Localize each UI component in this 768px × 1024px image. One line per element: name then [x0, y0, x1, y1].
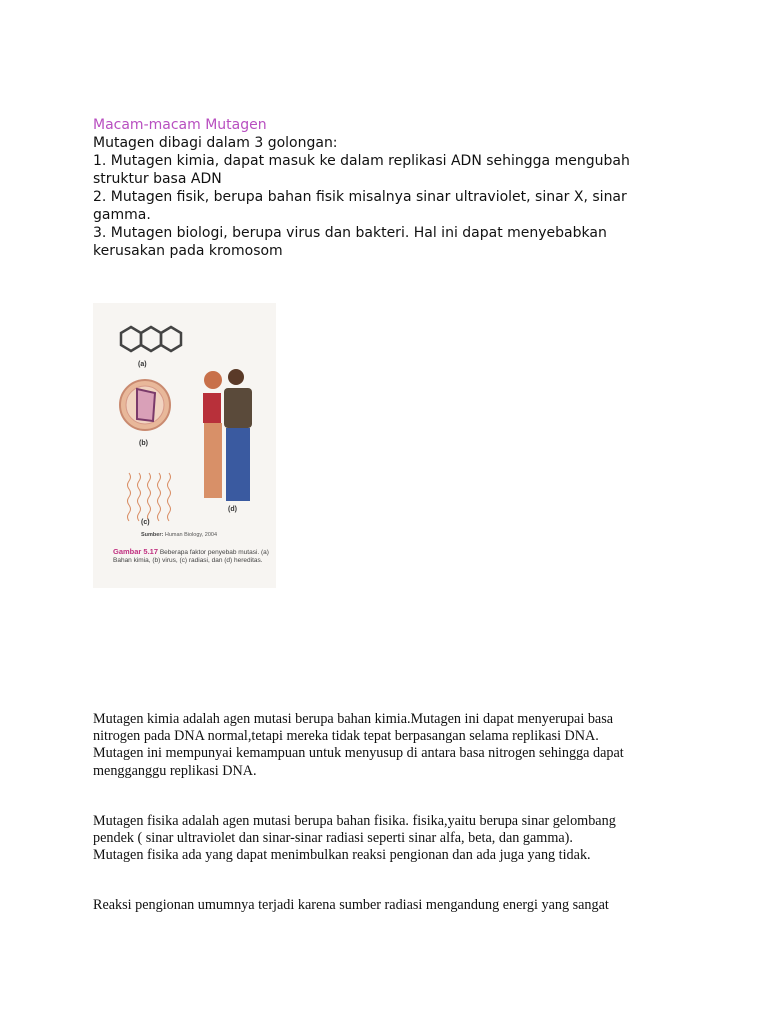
figure-source: Sumber: Human Biology, 2004	[141, 532, 218, 538]
figure-illustration	[93, 303, 276, 588]
section-title: Macam-macam Mutagen	[93, 117, 267, 133]
text-line: Reaksi pengionan umumnya terjadi karena sumber radiasi mengandung energi yang sangat	[93, 897, 609, 913]
text-line: kerusakan pada kromosom	[93, 243, 283, 259]
text-line: Mutagen fisika ada yang dapat menimbulkan reaksi pengionan dan ada juga yang tidak.	[93, 847, 591, 863]
text-line: 2. Mutagen fisik, berupa bahan fisik misalnya sinar ultraviolet, sinar X, sinar	[93, 189, 627, 205]
figure-label-a: (a)	[138, 361, 147, 368]
figure-label-c: (c)	[141, 519, 150, 526]
radiation-waves	[128, 473, 171, 521]
text-line: struktur basa ADN	[93, 171, 222, 187]
virus	[120, 380, 170, 430]
chemical-molecule	[121, 327, 181, 351]
text-line: nitrogen pada DNA normal,tetapi mereka tidak tepat berpasangan selama replikasi DNA.	[93, 728, 599, 744]
figure-caption: Gambar 5.17 Beberapa faktor penyebab mutasi. (a) Bahan kimia, (b) virus, (c) radiasi, dan (d) hereditas.	[113, 547, 269, 564]
text-line: mengganggu replikasi DNA.	[93, 763, 257, 779]
people-heredity	[203, 369, 252, 501]
mutagen-figure	[93, 303, 276, 588]
text-line: 1. Mutagen kimia, dapat masuk ke dalam replikasi ADN sehingga mengubah	[93, 153, 630, 169]
text-line: gamma.	[93, 207, 151, 223]
text-line: Mutagen ini mempunyai kemampuan untuk menyusup di antara basa nitrogen sehingga dapat	[93, 745, 624, 761]
text-line: Mutagen fisika adalah agen mutasi berupa bahan fisika. fisika,yaitu berupa sinar gelombang	[93, 813, 616, 829]
text-line: Mutagen dibagi dalam 3 golongan:	[93, 135, 338, 151]
text-line: Mutagen kimia adalah agen mutasi berupa bahan kimia.Mutagen ini dapat menyerupai basa	[93, 711, 614, 727]
text-line: pendek ( sinar ultraviolet dan sinar-sinar radiasi seperti sinar alfa, beta, dan gamma).	[93, 830, 573, 846]
text-line: 3. Mutagen biologi, berupa virus dan bakteri. Hal ini dapat menyebabkan	[93, 225, 607, 241]
figure-label-b: (b)	[139, 440, 148, 447]
figure-label-d: (d)	[228, 506, 237, 513]
